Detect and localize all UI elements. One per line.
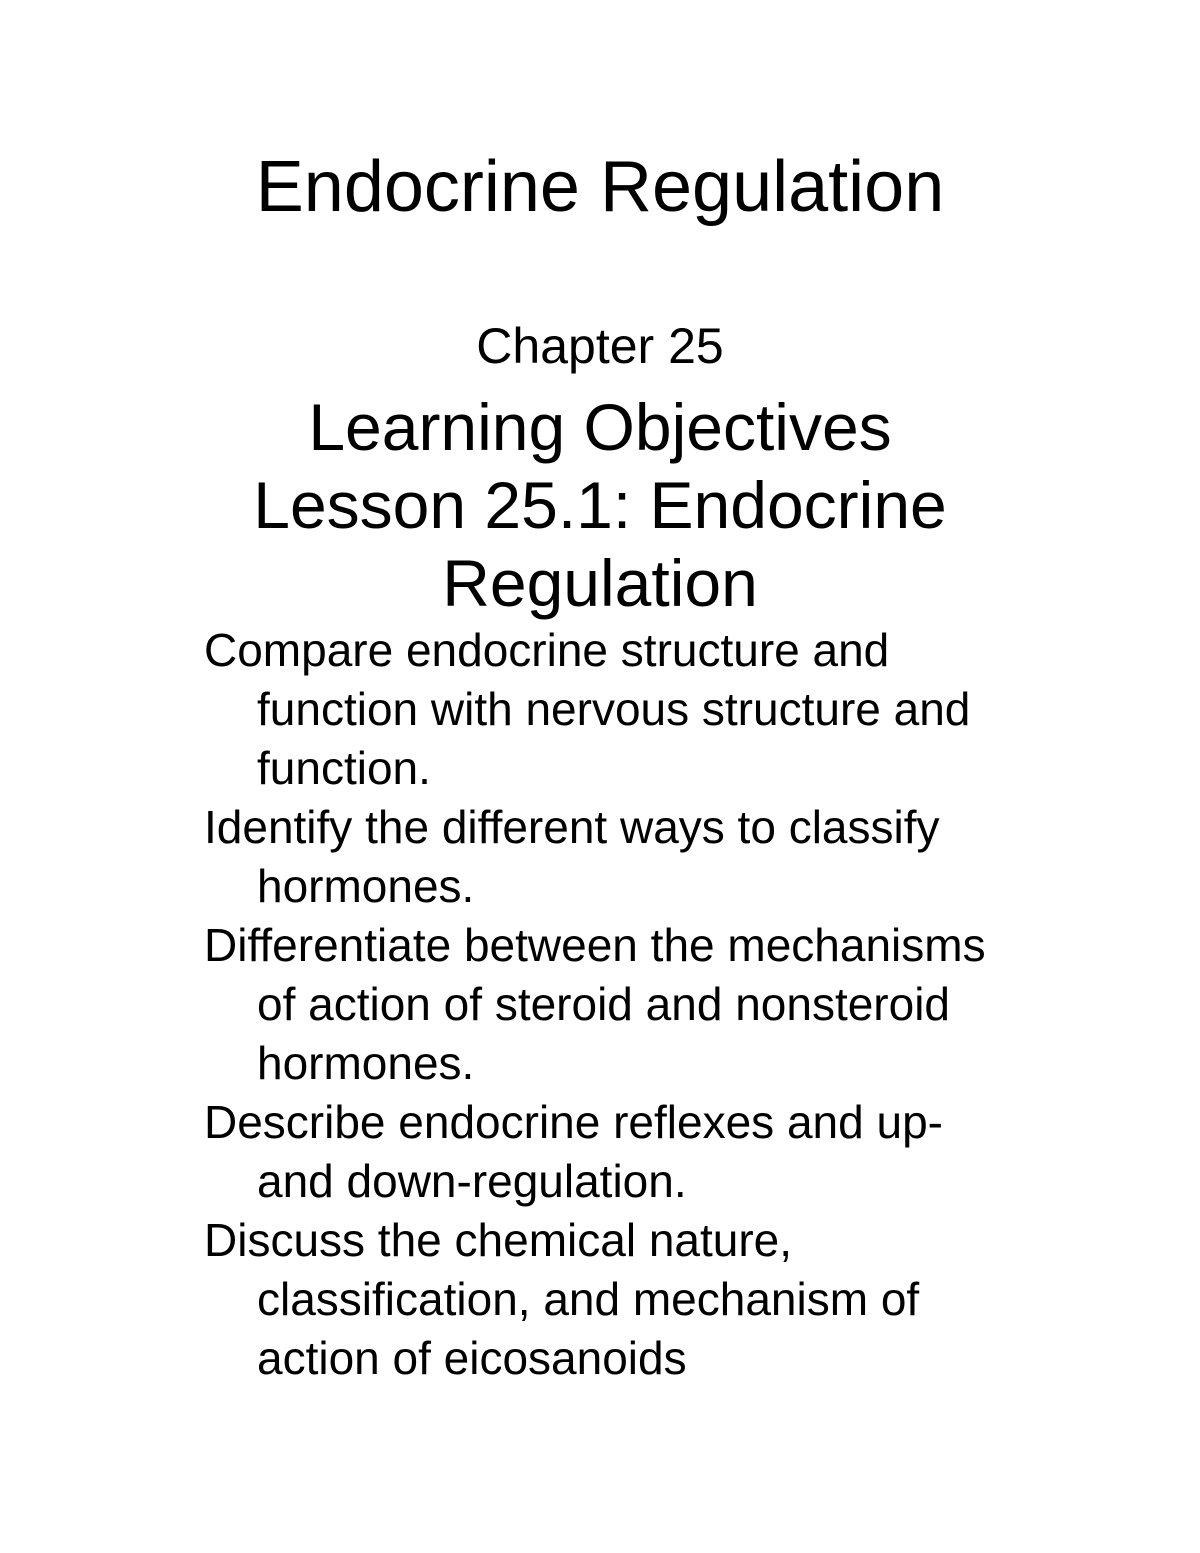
objective-item: Describe endocrine reflexes and up- and down-regulation. xyxy=(204,1096,943,1207)
objective-item: Identify the different ways to classify hormones. xyxy=(204,801,940,912)
learning-objectives-heading: Learning Objectives xyxy=(308,390,892,464)
objectives-list xyxy=(204,621,1024,1388)
objective-item: Discuss the chemical nature, classification, and mechanism of action of eicosanoids xyxy=(204,1214,920,1384)
document-title: Endocrine Regulation xyxy=(255,147,945,227)
objective-item: Compare endocrine structure and function with nervous structure and function. xyxy=(204,624,971,794)
chapter-label: Chapter 25 xyxy=(476,318,724,374)
lesson-heading: Lesson 25.1: Endocrine Regulation xyxy=(253,468,947,620)
objective-item: Differentiate between the mechanisms of action of steroid and nonsteroid hormones. xyxy=(204,919,986,1089)
